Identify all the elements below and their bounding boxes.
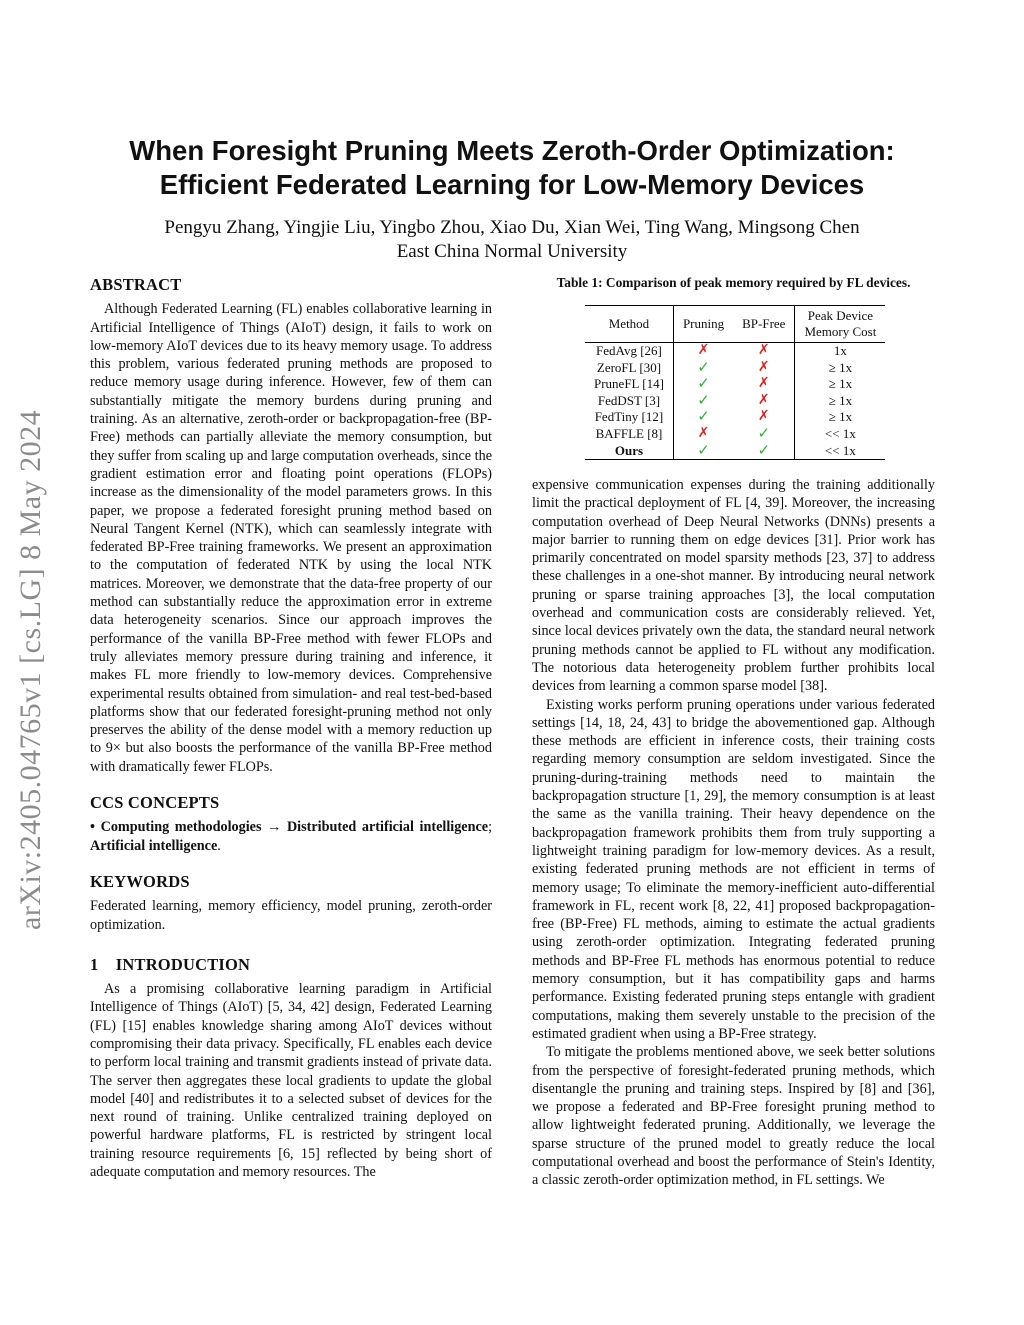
introduction-paragraph-2: Existing works perform pruning operations under various federated settings [14, 18, 24, 43] to bridge the abovementioned gap. Although these methods are efficient in inference costs, their training costs regarding memory consumption are seldom investigated. Since the pruning-during-training methods need to maintain the backpropagation structure [1, 29], the memory consumption is at least the same as the vanilla training. Their heavy dependence on the backpropagation framework prohibits them from truly supporting a lightweight training paradigm for low-memory devices. As a result, existing federated pruning methods are not efficient in terms of memory usage; To eliminate the memory-inefficient auto-differential framework in FL, recent work [8, 22, 41] proposed backpropagation-free (BP-Free) FL methods, aiming to estimate the actual gradients using zeroth-order optimization. Integrating federated pruning methods and BP-Free FL methods has enormous potential to reduce memory consumption, but it has compatibility gaps and harms performance. Existing federated pruning steps entangle with gradient computations, making them severely unstable to the precision of the estimated gradient when using a BP-Free strategy.: [532, 696, 935, 1042]
introduction-paragraph-3: To mitigate the problems mentioned above, we seek better solutions from the perspective of foresight-federated pruning methods, which disentangle the pruning and training steps. Inspired by [8] and [36], we propose a federated and BP-Free foresight pruning method to allow lightweight federated pruning. Additionally, we leverage the sparse structure of the pruned model to greatly reduce the local computational overhead and boost the performance of Stein's Identity, a classic zeroth-order optimization method, in FL settings. We: [532, 1044, 935, 1189]
cell-bpfree: ✓: [733, 443, 795, 460]
ccs-end: .: [217, 837, 221, 854]
cell-bpfree: ✗: [757, 343, 770, 358]
author-block: [60, 216, 964, 264]
table-caption: Table 1: Comparison of peak memory required by FL devices.: [556, 275, 911, 290]
cell-bpfree: ✗: [757, 376, 770, 392]
cell-memory: ≥ 1x: [795, 409, 885, 426]
cell-method: FedTiny [12]: [585, 409, 673, 426]
cell-memory: << 1x: [795, 426, 885, 443]
cell-method: FedDST [3]: [585, 393, 673, 410]
cell-memory: << 1x: [795, 443, 885, 460]
ccs-concept-1: Computing methodologies: [100, 819, 262, 836]
authors: Pengyu Zhang, Yingjie Liu, Yingbo Zhou, Xiao Du, Xian Wei, Ting Wang, Mingsong Chen: [164, 217, 860, 238]
cell-memory: ≥ 1x: [795, 376, 885, 393]
header-peak-line-1: Peak Device: [807, 308, 874, 323]
introduction-paragraph-1: As a promising collaborative learning paradigm in Artificial Intelligence of Things (AIoT) [5, 34, 42] design, Federated Learning (FL) [15] enables knowledge sharing among AIoT devices without compromising their data privacy. Specifically, FL enables each device to perform local training and transmit gradients instead of private data. The server then aggregates these local gradients to update the global model [40] and redistributes it to a selected subset of devices for the next round of training. Unlike centralized training deployed on powerful hardware platforms, FL is restricted by stringent local training resource requirements [6, 15] reflected by being short of adequate computation and memory resources. The: [90, 981, 492, 1181]
table-row: [585, 360, 885, 377]
arxiv-identifier: arXiv:2405.04765v1 [cs.LG] 8 May 2024: [14, 409, 47, 930]
ccs-concept-3: Artificial intelligence: [90, 837, 218, 854]
cell-method: Ours: [585, 443, 673, 460]
cell-pruning: ✓: [697, 392, 710, 409]
left-column: [90, 272, 492, 1181]
table-row: [585, 409, 885, 426]
cell-bpfree: ✗: [757, 392, 770, 408]
keywords-text: Federated learning, memory efficiency, model pruning, zeroth-order optimization.: [90, 898, 492, 933]
abstract-heading: ABSTRACT: [90, 275, 182, 294]
table-row: [585, 393, 885, 410]
cell-pruning: ✓: [697, 376, 710, 393]
cell-pruning: ✗: [697, 425, 710, 441]
cell-pruning: ✓: [673, 443, 733, 460]
ccs-concept-2: Distributed artificial intelligence: [286, 819, 489, 836]
paper-title: [60, 134, 964, 202]
cell-memory: 1x: [795, 343, 885, 360]
ccs-concepts: [90, 818, 492, 855]
ccs-separator: ;: [488, 819, 493, 836]
title-line-1: When Foresight Pruning Meets Zeroth-Order Optimization:: [129, 135, 895, 166]
header-peak-memory: [795, 306, 885, 343]
cell-memory: ≥ 1x: [795, 360, 885, 377]
header-pruning: Pruning: [673, 306, 733, 343]
header-peak-line-2: Memory Cost: [804, 324, 877, 339]
ccs-arrow: →: [267, 819, 282, 836]
ccs-bullet: •: [90, 819, 95, 836]
cell-method: BAFFLE [8]: [585, 426, 673, 443]
title-line-2: Efficient Federated Learning for Low-Memory Devices: [159, 169, 865, 200]
introduction-heading: 1 INTRODUCTION: [90, 954, 251, 974]
cell-method: PruneFL [14]: [585, 376, 673, 393]
abstract-text: Although Federated Learning (FL) enables collaborative learning in Artificial Intelligence of Things (AIoT) design, it fails to work on low-memory AIoT devices due to its heavy memory usage. To address this problem, various federated pruning methods are proposed to reduce memory usage during inference. However, few of them can substantially mitigate the memory burdens during pruning and training. As an alternative, zeroth-order or backpropagation-free (BP-Free) methods can partially alleviate the memory consumption, but they suffer from scaling up and large computation overheads, since the gradient estimation error and floating point operations (FLOPs) increase as the dimensionality of the model parameters grows. In this paper, we propose a federated foresight pruning method based on Neural Tangent Kernel (NTK), which can seamlessly integrate with federated BP-Free training frameworks. We present an approximation to the computation of federated NTK by using the local NTK matrices. Moreover, we demonstrate that the data-free property of our method can substantially reduce the approximation error in extreme data heterogeneity scenarios. Since our approach improves the performance of the vanilla BP-Free method with fewer FLOPs and truly alleviates memory pressure during training and inference, it makes FL more friendly to low-memory devices. Comprehensive experimental results obtained from simulation- and real test-bed-based platforms show that our federated foresight-pruning method not only preserves the ability of the dense model with a memory reduction up to 9× but also boosts the performance of the vanilla BP-Free method with dramatically fewer FLOPs.: [90, 301, 492, 775]
cell-bpfree: ✗: [757, 359, 770, 375]
cell-memory: ≥ 1x: [795, 393, 885, 410]
cell-method: FedAvg [26]: [585, 343, 673, 360]
introduction-paragraph-1-continued: expensive communication expenses during the training additionally limit the practical deployment of FL [4, 39]. Moreover, the increasing computation overhead of Deep Neural Networks (DNNs) presents a major barrier to running them on edge devices [31]. Prior work has primarily concentrated on model sparsity methods [23, 37] to address these challenges in a one-shot manner. By introducing neural network pruning or sparse training approaches [3], the local computation overhead and communication costs are considerably relieved. Yet, since local devices privately own the data, the standard neural network pruning methods cannot be applied to FL without any modification. The notorious data heterogeneity problem further prohibits local devices from learning a common sparse model [38].: [532, 477, 935, 695]
table-row: [585, 343, 885, 360]
table-row: [585, 376, 885, 393]
ccs-heading: CCS CONCEPTS: [90, 793, 220, 813]
right-column: [532, 476, 935, 1190]
cell-method: ZeroFL [30]: [585, 360, 673, 377]
cell-pruning: ✓: [697, 359, 710, 376]
keywords-heading: KEYWORDS: [90, 871, 190, 891]
header-bpfree: BP-Free: [733, 306, 795, 343]
cell-pruning: ✗: [697, 343, 710, 358]
table-row: [585, 426, 885, 443]
table-row: [585, 443, 885, 460]
table-header-row: [585, 306, 885, 343]
cell-bpfree: ✗: [757, 409, 770, 425]
comparison-table: [585, 305, 885, 460]
cell-bpfree: ✓: [757, 425, 771, 442]
cell-pruning: ✓: [697, 409, 710, 426]
affiliation: East China Normal University: [396, 241, 628, 262]
header-method: Method: [585, 306, 673, 343]
